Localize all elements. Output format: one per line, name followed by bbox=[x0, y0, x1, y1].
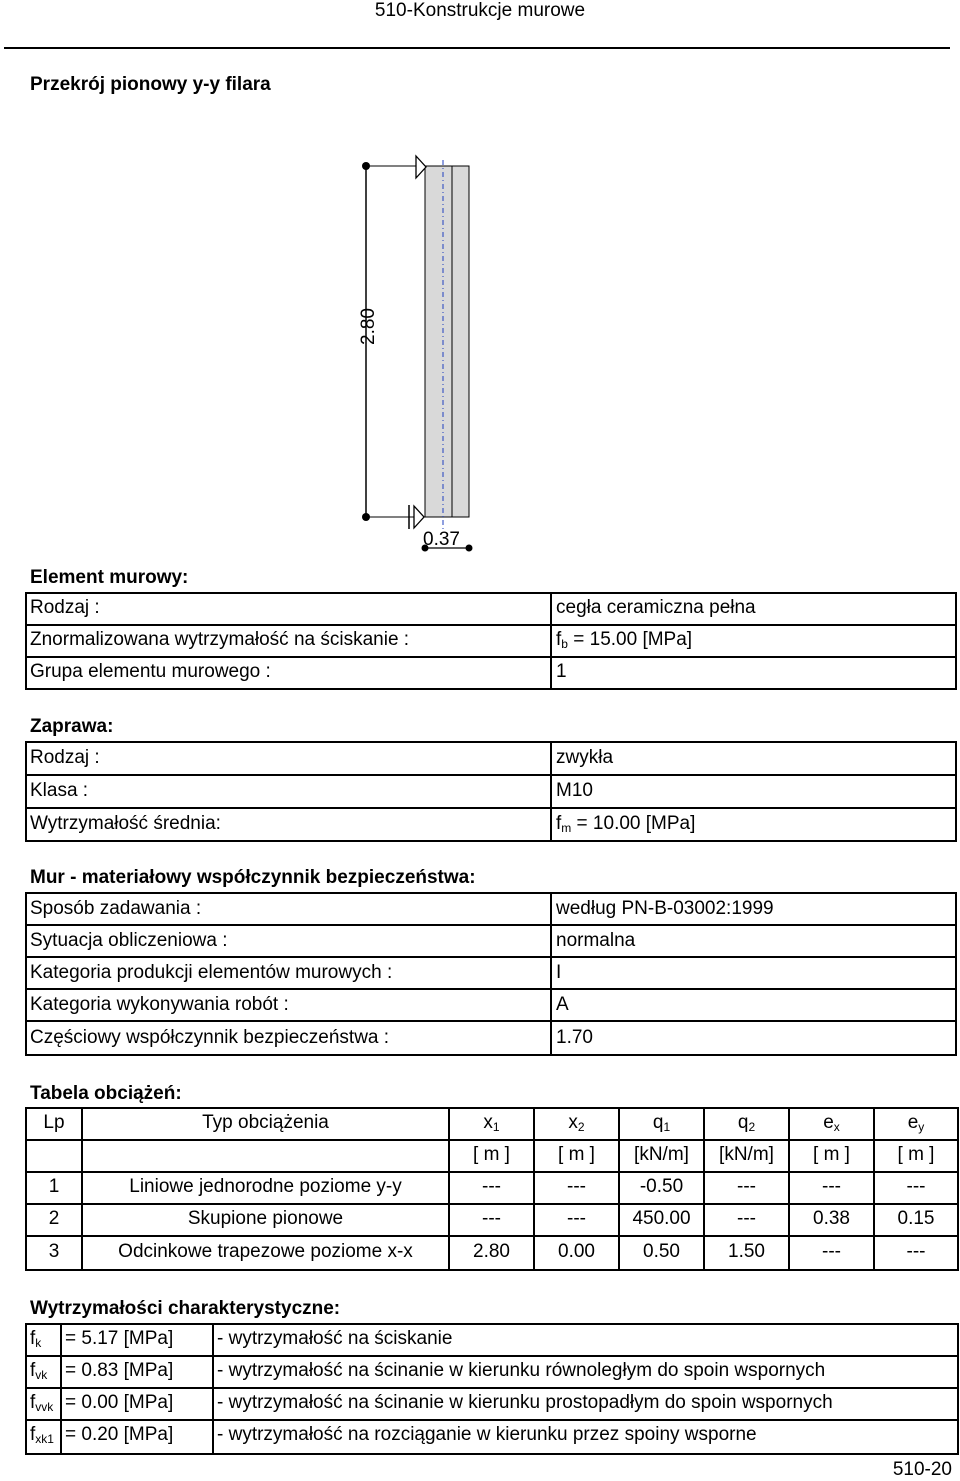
strength-value: = 0.83 [MPa] bbox=[65, 1360, 174, 1381]
loads-table-cell: 3 bbox=[48, 1241, 60, 1262]
loads-table-cell: 0.15 bbox=[897, 1208, 935, 1229]
element-table bbox=[25, 592, 957, 688]
safety-production-label: Kategoria produkcji elementów murowych : bbox=[30, 962, 393, 983]
safety-method-value: według PN-B-03002:1999 bbox=[556, 898, 774, 919]
safety-factor-value: 1.70 bbox=[556, 1027, 593, 1048]
mortar-strength-value: $f_m = 10.00$ [MPa] bbox=[556, 813, 696, 835]
loads-header-cell: $q_2$ bbox=[737, 1112, 756, 1134]
document-header-title: 510-Konstrukcje murowe bbox=[374, 0, 586, 21]
loads-unit-cell: [kN/m] bbox=[719, 1144, 774, 1165]
loads-table-cell: 2 bbox=[48, 1208, 60, 1229]
mortar-type-label: Rodzaj : bbox=[30, 747, 100, 768]
loads-header-cell: Typ obciążenia bbox=[202, 1112, 329, 1133]
pillar-cross-section-diagram bbox=[330, 150, 490, 560]
strength-value: = 0.00 [MPa] bbox=[65, 1392, 174, 1413]
strength-description: - wytrzymałość na ścinanie w kierunku prostopadłym do spoin wspornych bbox=[217, 1392, 833, 1413]
loads-table-cell: --- bbox=[822, 1241, 841, 1262]
loads-table-cell: --- bbox=[822, 1176, 841, 1197]
element-strength-label: Znormalizowana wytrzymałość na ściskanie : bbox=[30, 629, 410, 650]
section-title-cross-section: Przekrój pionowy y-y filara bbox=[30, 74, 271, 95]
loads-unit-cell: [ m ] bbox=[813, 1144, 850, 1165]
loads-table-cell: Liniowe jednorodne poziome y-y bbox=[129, 1176, 402, 1197]
loads-table-cell: 1 bbox=[48, 1176, 60, 1197]
loads-table-cell: --- bbox=[567, 1176, 586, 1197]
loads-table-cell: 0.38 bbox=[813, 1208, 850, 1229]
strengths-table bbox=[25, 1323, 959, 1455]
loads-table-cell: --- bbox=[567, 1208, 586, 1229]
width-dimension-label: 0.37 bbox=[423, 529, 460, 550]
loads-table-cell: Odcinkowe trapezowe poziome x-x bbox=[118, 1241, 413, 1262]
section-title-strengths: Wytrzymałości charakterystyczne: bbox=[30, 1298, 341, 1319]
element-strength-value: $f_b = 15.00$ [MPa] bbox=[556, 629, 693, 651]
element-type-value: cegła ceramiczna pełna bbox=[556, 597, 756, 618]
mortar-strength-label: Wytrzymałość średnia: bbox=[30, 813, 221, 834]
loads-table-cell: 0.50 bbox=[643, 1241, 680, 1262]
loads-header-cell: $e_x$ bbox=[823, 1112, 840, 1134]
section-title-element: Element murowy: bbox=[30, 567, 189, 588]
element-group-value: 1 bbox=[556, 661, 567, 682]
safety-execution-label: Kategoria wykonywania robót : bbox=[30, 994, 289, 1015]
mortar-table bbox=[25, 741, 957, 841]
loads-table-cell: --- bbox=[482, 1176, 501, 1197]
loads-unit-cell: [ m ] bbox=[473, 1144, 510, 1165]
section-title-loads: Tabela obciążeń: bbox=[30, 1083, 182, 1104]
safety-table bbox=[25, 892, 957, 1056]
loads-unit-cell: [ m ] bbox=[558, 1144, 595, 1165]
mortar-type-value: zwykła bbox=[556, 747, 614, 768]
loads-table-cell: 2.80 bbox=[473, 1241, 510, 1262]
loads-table-cell: --- bbox=[906, 1241, 926, 1262]
loads-table-cell: --- bbox=[737, 1176, 756, 1197]
strength-value: = 0.20 [MPa] bbox=[65, 1424, 174, 1445]
loads-table-cell: --- bbox=[482, 1208, 501, 1229]
loads-table-cell: -0.50 bbox=[639, 1176, 684, 1197]
loads-unit-cell: [ m ] bbox=[897, 1144, 935, 1165]
loads-table-cell: --- bbox=[737, 1208, 756, 1229]
strength-symbol: $f_{xk1}$ bbox=[30, 1424, 54, 1446]
safety-situation-label: Sytuacja obliczeniowa : bbox=[30, 930, 228, 951]
loads-header-cell: $x_2$ bbox=[568, 1112, 585, 1134]
loads-table-cell: 1.50 bbox=[728, 1241, 765, 1262]
loads-table bbox=[25, 1107, 959, 1271]
safety-execution-value: A bbox=[556, 994, 569, 1015]
loads-header-cell: Lp bbox=[43, 1112, 65, 1133]
safety-situation-value: normalna bbox=[556, 930, 636, 951]
header-rule bbox=[4, 47, 950, 49]
strength-value: = 5.17 [MPa] bbox=[65, 1328, 174, 1349]
loads-header-cell: $x_1$ bbox=[483, 1112, 500, 1134]
mortar-class-value: M10 bbox=[556, 780, 593, 801]
strength-description: - wytrzymałość na ściskanie bbox=[217, 1328, 453, 1349]
safety-method-label: Sposób zadawania : bbox=[30, 898, 202, 919]
loads-table-cell: 450.00 bbox=[632, 1208, 691, 1229]
loads-table-cell: 0.00 bbox=[558, 1241, 595, 1262]
loads-unit-cell: [kN/m] bbox=[634, 1144, 689, 1165]
element-group-label: Grupa elementu murowego : bbox=[30, 661, 271, 682]
strength-symbol: $f_{vvk}$ bbox=[30, 1392, 54, 1414]
section-title-mortar: Zaprawa: bbox=[30, 716, 114, 737]
strength-description: - wytrzymałość na rozciąganie w kierunku przez spoiny wsporne bbox=[217, 1424, 757, 1445]
page-number: 510-20 bbox=[892, 1459, 952, 1480]
loads-table-cell: Skupione pionowe bbox=[187, 1208, 344, 1229]
strength-symbol: $f_{vk}$ bbox=[30, 1360, 48, 1382]
section-title-safety: Mur - materiałowy współczynnik bezpieczeństwa: bbox=[30, 867, 476, 888]
safety-production-value: I bbox=[556, 962, 562, 983]
safety-factor-label: Częściowy współczynnik bezpieczeństwa : bbox=[30, 1027, 390, 1048]
loads-header-cell: $q_1$ bbox=[652, 1112, 671, 1134]
strength-description: - wytrzymałość na ścinanie w kierunku równoległym do spoin wspornych bbox=[217, 1360, 826, 1381]
strength-symbol: $f_k$ bbox=[30, 1328, 42, 1350]
height-dimension-label: 2.80 bbox=[358, 308, 379, 345]
loads-table-cell: --- bbox=[906, 1176, 926, 1197]
mortar-class-label: Klasa : bbox=[30, 780, 89, 801]
loads-header-cell: $e_y$ bbox=[907, 1112, 925, 1134]
element-type-label: Rodzaj : bbox=[30, 597, 100, 618]
